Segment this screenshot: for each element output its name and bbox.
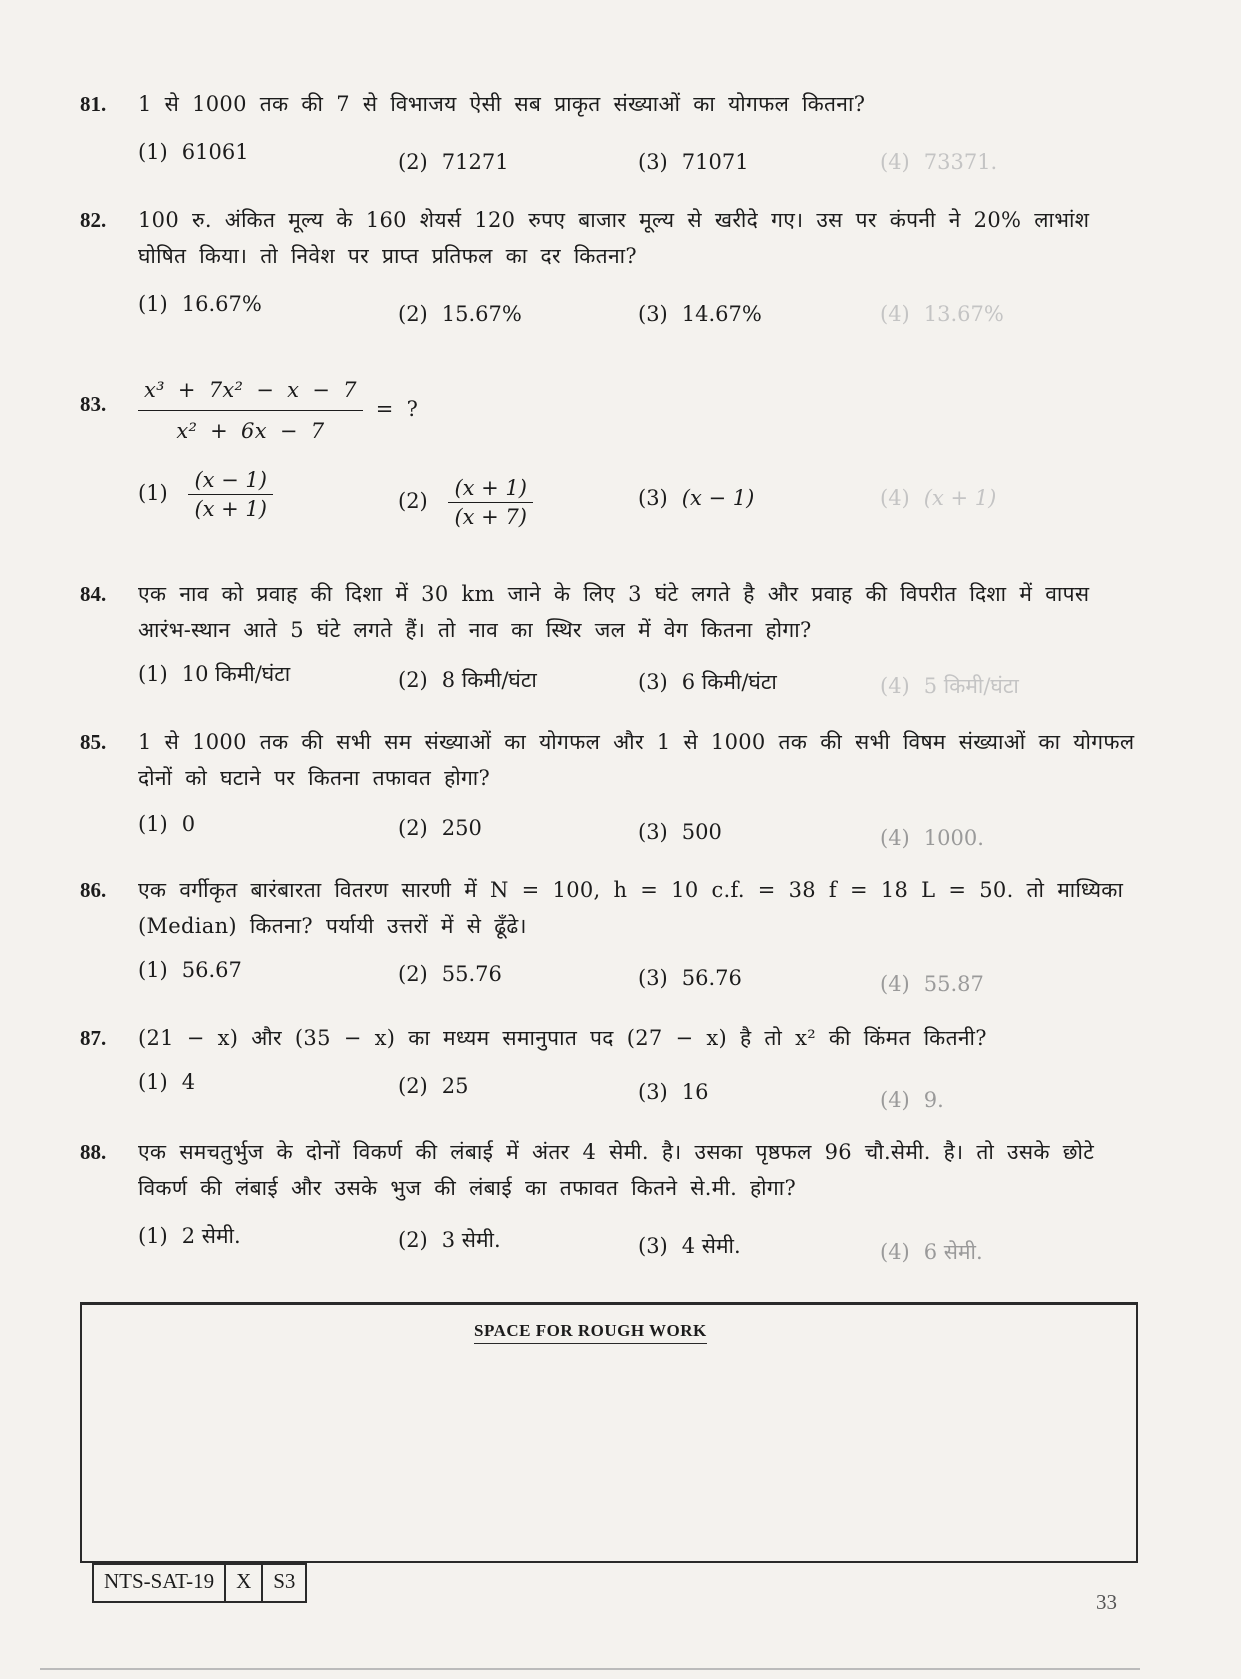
option-value: (x − 1) xyxy=(681,486,755,510)
option-4 xyxy=(880,150,997,174)
option-4 xyxy=(880,672,1019,700)
fraction-numerator: (x − 1) xyxy=(188,468,273,495)
option-number: (3) xyxy=(638,670,668,694)
scan-edge-line xyxy=(40,1668,1140,1670)
question-number: 87. xyxy=(80,1026,107,1050)
page-number: 33 xyxy=(1096,1590,1117,1614)
option-3 xyxy=(638,486,754,510)
option-number: (4) xyxy=(880,674,910,698)
option-number: (4) xyxy=(880,826,910,850)
option-3 xyxy=(638,302,762,326)
option-number: (4) xyxy=(880,972,910,996)
option-value: 16.67% xyxy=(181,292,262,316)
option-value: (x + 1) xyxy=(923,486,997,510)
option-number: (4) xyxy=(880,302,910,326)
question-text: 1 से 1000 तक की 7 से विभाजय ऐसी सब प्राकृत संख्याओं का योगफल कितना? xyxy=(138,92,866,116)
option-number: (3) xyxy=(638,302,668,326)
option-2 xyxy=(398,962,502,986)
option-2 xyxy=(398,302,522,326)
option-value: 4 xyxy=(181,1070,196,1094)
option-value: 3 सेमी. xyxy=(441,1228,501,1252)
question-text: एक वर्गीकृत बारंबारता वितरण सारणी में N = 100, h = 10 c.f. = 38 f = 18 L = 50. तो माध्यिका (Median) कितना? पर्यायी उत्तरों में से ढूँढे। xyxy=(138,878,1124,938)
option-value: 250 xyxy=(441,816,482,840)
option-value: 500 xyxy=(681,820,722,844)
fraction-denominator: (x + 7) xyxy=(454,505,527,529)
option-4 xyxy=(880,826,984,850)
option-value: 0 xyxy=(181,812,196,836)
option-number: (4) xyxy=(880,1088,910,1112)
option-2 xyxy=(398,476,533,529)
option-value: 2 सेमी. xyxy=(181,1224,241,1248)
fraction-denominator: (x + 1) xyxy=(194,497,267,521)
option-value: 14.67% xyxy=(681,302,762,326)
paper-code-box xyxy=(92,1563,307,1603)
option-2 xyxy=(398,150,509,174)
question-number: 88. xyxy=(80,1140,107,1164)
option-value: 5 किमी/घंटा xyxy=(923,674,1019,698)
option-2 xyxy=(398,666,537,694)
option-number: (4) xyxy=(880,150,910,174)
question-text: 100 रु. अंकित मूल्य के 160 शेयर्स 120 रुपए बाजार मूल्य से खरीदे गए। उस पर कंपनी ने 20% लाभांश घोषित किया। तो निवेश पर प्राप्त प्रतिफल का दर कितना? xyxy=(138,208,1090,268)
option-value: 13.67% xyxy=(923,302,1004,326)
option-number: (2) xyxy=(398,816,428,840)
option-number: (2) xyxy=(398,150,428,174)
option-4 xyxy=(880,1238,983,1266)
option-number: (3) xyxy=(638,486,668,510)
option-value: 6 किमी/घंटा xyxy=(681,670,777,694)
option-number: (2) xyxy=(398,962,428,986)
option-1 xyxy=(138,660,290,688)
option-2 xyxy=(398,816,482,840)
option-4 xyxy=(880,486,996,510)
options xyxy=(138,140,1138,180)
options xyxy=(138,812,1138,852)
option-value: 55.87 xyxy=(923,972,984,996)
question-number: 86. xyxy=(80,878,107,902)
question-number: 84. xyxy=(80,582,107,606)
option-value: 9. xyxy=(923,1088,944,1112)
equals-sign: = ? xyxy=(375,397,419,421)
option-number: (1) xyxy=(138,140,168,164)
option-3 xyxy=(638,1080,708,1104)
question-text: एक नाव को प्रवाह की दिशा में 30 km जाने के लिए 3 घंटे लगते है और प्रवाह की विपरीत दिशा में वापस आरंभ-स्थान आते 5 घंटे लगते हैं। तो नाव का स्थिर जल में वेग कितना होगा? xyxy=(138,582,1090,642)
option-1 xyxy=(138,1222,241,1250)
option-4 xyxy=(880,302,1004,326)
option-3 xyxy=(638,668,777,696)
question-expression xyxy=(138,372,1138,449)
rough-work-box xyxy=(80,1302,1138,1563)
option-number: (3) xyxy=(638,966,668,990)
option-number: (4) xyxy=(880,1240,910,1264)
expression-fraction xyxy=(138,372,363,449)
option-1 xyxy=(138,292,262,316)
option-value: 55.76 xyxy=(441,962,502,986)
question-number: 81. xyxy=(80,92,107,116)
question-number: 85. xyxy=(80,730,107,754)
option-value: 61061 xyxy=(181,140,249,164)
question-text: एक समचतुर्भुज के दोनों विकर्ण की लंबाई में अंतर 4 सेमी. है। उसका पृष्ठफल 96 चौ.सेमी. है। तो उसके छोटे विकर्ण की लंबाई और उसके भुज की लंबाई का तफावत कितने से.मी. होगा? xyxy=(138,1140,1095,1200)
option-value: 56.76 xyxy=(681,966,742,990)
option-number: (3) xyxy=(638,820,668,844)
option-1 xyxy=(138,812,195,836)
options xyxy=(138,468,1138,538)
option-3 xyxy=(638,1232,741,1260)
option-value: 15.67% xyxy=(441,302,522,326)
option-value: 4 सेमी. xyxy=(681,1234,741,1258)
question-text: (21 − x) और (35 − x) का मध्यम समानुपात पद (27 − x) है तो x² की किंमत कितनी? xyxy=(138,1026,987,1050)
question-number: 82. xyxy=(80,208,107,232)
option-3 xyxy=(638,820,722,844)
option-number: (3) xyxy=(638,1080,668,1104)
option-number: (1) xyxy=(138,958,168,982)
options xyxy=(138,958,1138,998)
option-number: (3) xyxy=(638,150,668,174)
option-number: (2) xyxy=(398,1228,428,1252)
options xyxy=(138,1070,1138,1110)
paper-code: NTS-SAT-19 xyxy=(94,1565,226,1601)
paper-series: S3 xyxy=(273,1569,296,1593)
option-number: (2) xyxy=(398,668,428,692)
option-value: 10 किमी/घंटा xyxy=(181,662,291,686)
option-value: 1000. xyxy=(923,826,984,850)
option-number: (2) xyxy=(398,489,428,513)
options xyxy=(138,660,1138,700)
option-value: 71271 xyxy=(441,150,509,174)
option-value: 6 सेमी. xyxy=(923,1240,983,1264)
option-value: 56.67 xyxy=(181,958,242,982)
option-number: (2) xyxy=(398,302,428,326)
option-1 xyxy=(138,140,249,164)
option-number: (1) xyxy=(138,292,168,316)
question-text: 1 से 1000 तक की सभी सम संख्याओं का योगफल और 1 से 1000 तक की सभी विषम संख्याओं का योगफल दोनों को घटाने पर कितना तफावत होगा? xyxy=(138,730,1135,790)
option-value: 73371. xyxy=(923,150,998,174)
option-2 xyxy=(398,1226,501,1254)
option-number: (2) xyxy=(398,1074,428,1098)
fraction-denominator: x² + 6x − 7 xyxy=(176,419,325,443)
option-fraction xyxy=(448,476,533,529)
question-number: 83. xyxy=(80,392,107,416)
option-value: 25 xyxy=(441,1074,469,1098)
rough-work-title: SPACE FOR ROUGH WORK xyxy=(474,1321,707,1344)
fraction-numerator: x³ + 7x² − x − 7 xyxy=(138,372,363,411)
option-number: (4) xyxy=(880,486,910,510)
option-3 xyxy=(638,966,742,990)
option-number: (1) xyxy=(138,1070,168,1094)
options xyxy=(138,292,1138,332)
option-value: 8 किमी/घंटा xyxy=(441,668,537,692)
option-4 xyxy=(880,972,984,996)
paper-set: X xyxy=(226,1565,263,1601)
option-3 xyxy=(638,150,749,174)
option-number: (1) xyxy=(138,812,168,836)
option-1 xyxy=(138,958,242,982)
option-fraction xyxy=(188,468,273,521)
option-value: 71071 xyxy=(681,150,749,174)
options xyxy=(138,1222,1138,1262)
option-number: (1) xyxy=(138,1224,168,1248)
option-2 xyxy=(398,1074,468,1098)
option-number: (1) xyxy=(138,481,168,505)
option-value: 16 xyxy=(681,1080,709,1104)
option-4 xyxy=(880,1088,944,1112)
option-number: (3) xyxy=(638,1234,668,1258)
option-1 xyxy=(138,1070,195,1094)
fraction-numerator: (x + 1) xyxy=(448,476,533,503)
option-number: (1) xyxy=(138,662,168,686)
option-1 xyxy=(138,468,273,521)
